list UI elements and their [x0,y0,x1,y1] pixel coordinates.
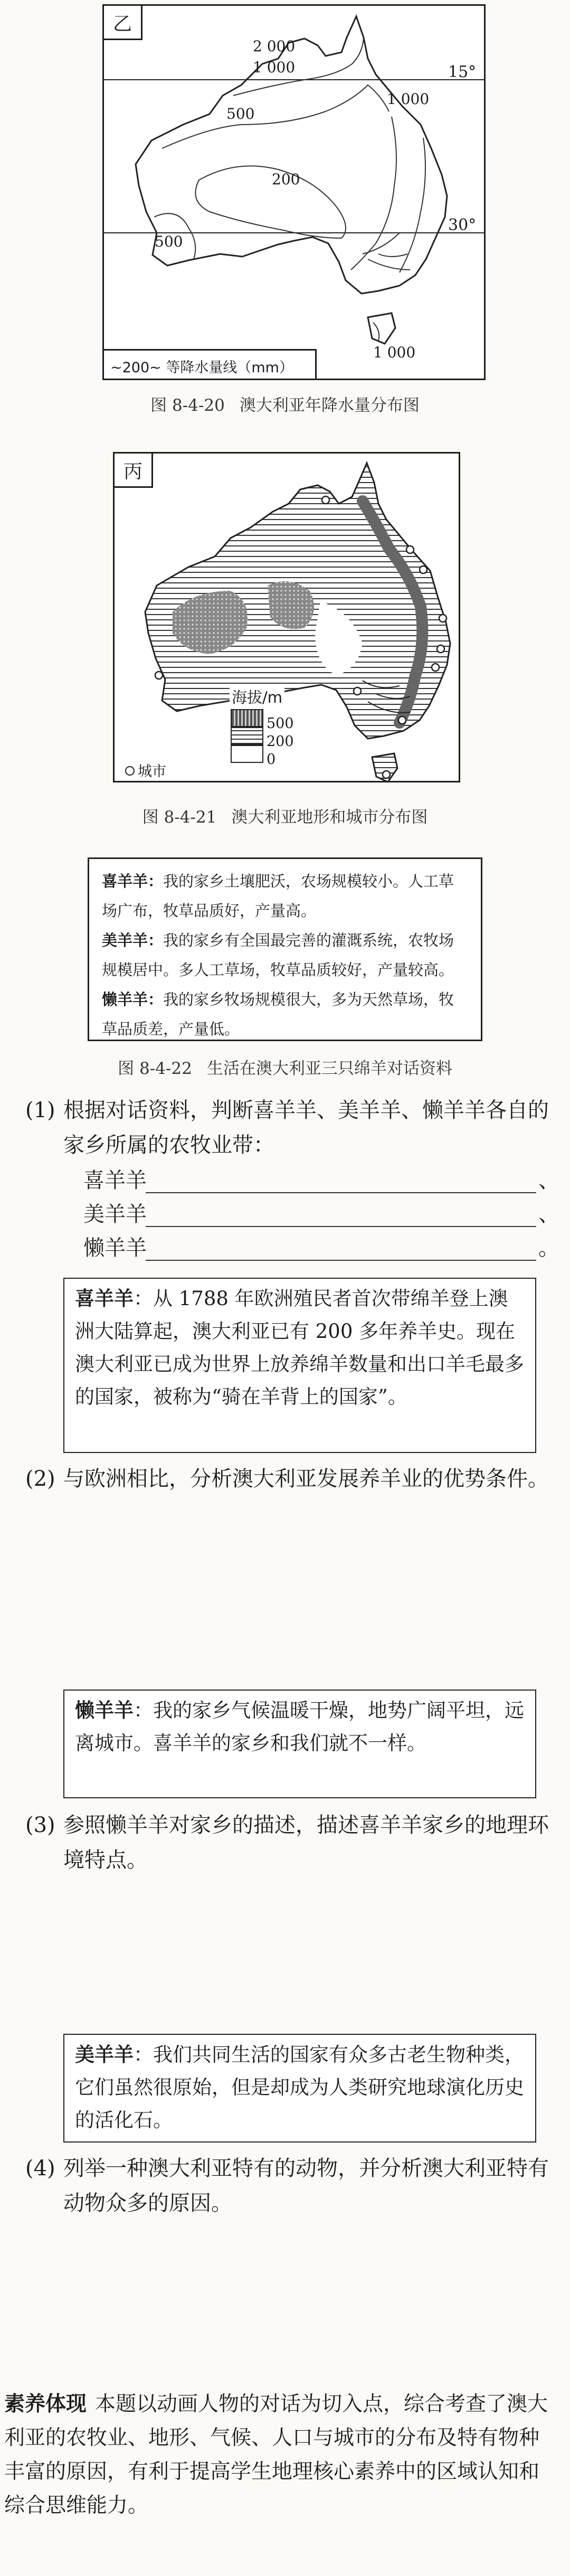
speaker-name: 懒羊羊： [102,990,164,1008]
note-box-2 [63,1690,536,1798]
answer-line-3 [83,1232,559,1264]
speaker-name: 喜羊羊： [102,872,164,890]
city-marker-melbourne [398,716,406,724]
answer-end-mark: 。 [538,1236,559,1260]
city-marker-adelaide [354,687,361,695]
city-marker-brisbane [439,615,446,622]
dialogue-text: 我的家乡牧场规模很大，多为天然草场，牧草品质差，产量低。 [102,990,454,1038]
tasmania-outline [368,313,395,344]
city-marker-darwin [322,496,329,504]
figure-tag: 乙 [104,6,142,40]
caption-text: 澳大利亚年降水量分布图 [239,396,420,415]
city-marker-sydney [432,664,439,671]
dialogue-mei [102,926,468,985]
answer-line-2 [83,1199,559,1230]
city-legend-icon [125,766,135,776]
legend-swatch-mid [231,727,263,745]
caption-number: 图 8-4-21 [142,808,217,827]
caption-number: 图 8-4-22 [118,1059,192,1078]
australia-coastline [136,16,447,294]
caption-number: 图 8-4-20 [150,396,225,415]
legend-label-0: 0 [267,751,276,768]
question-number: (1) [25,1098,55,1122]
dialogue-lan [102,985,468,1044]
note-speaker: 美羊羊 [75,2043,134,2066]
question-text: 列举一种澳大利亚特有的动物，并分析澳大利亚特有动物众多的原因。 [63,2156,549,2215]
dialogue-text: 我的家乡土壤肥沃，农场规模较小。人工草场广布，牧草品质好，产量高。 [102,872,454,920]
note-text: ：我的家乡气候温暖干燥，地势广阔平坦，远离城市。喜羊羊的家乡和我们就不一样。 [75,1699,524,1754]
city-marker-newcastle [437,645,444,653]
note-box-1 [63,1278,536,1453]
dialogue-xi [102,866,468,926]
answer-blank[interactable] [146,1260,536,1261]
answer-label: 喜羊羊 [83,1168,147,1193]
city-marker-perth [155,672,163,679]
murray-darling-river [363,233,410,270]
summary-text: 本题以动画人物的对话为切入点，综合考查了澳大利亚的农牧业、地形、气候、人口与城市的分布及特有物种丰富的原因，有利于提高学生地理核心素养中的区域认知和综合思维能力。 [4,2392,548,2517]
city-marker-hobart [383,771,390,778]
note-text: ：从 1788 年欧洲殖民者首次带绵羊登上澳洲大陆算起，澳大利亚已有 200 多年养羊史。现在澳大利亚已成为世界上放养绵羊数量和出口羊毛最多的国家，被称为“骑在羊背上的国家”。 [75,1287,524,1408]
question-number: (2) [25,1467,55,1491]
note-paragraph [75,1694,525,1760]
latitude-30-label: 30° [448,216,477,234]
isohyet-label-1000-south: 1 000 [373,344,416,361]
summary-paragraph [4,2388,554,2523]
answer-separator: 、 [538,1168,559,1193]
isohyet-label-2000: 2 000 [253,37,296,55]
answer-blank[interactable] [146,1226,536,1227]
isohyet-label-1000-top: 1 000 [253,59,296,76]
dialogue-text: 我的家乡有全国最完善的灌溉系统，农牧场规模居中。多人工草场，牧草品质较好，产量较高。 [102,931,454,979]
figure-caption-3 [0,1055,570,1079]
answer-label: 懒羊羊 [83,1236,147,1260]
city-marker-cairns [406,546,414,553]
note-paragraph [75,1282,525,1413]
note-box-3 [63,2034,536,2143]
isohyet-label-1000-ne: 1 000 [387,90,430,108]
elevation-legend [115,686,353,781]
note-paragraph [75,2038,525,2137]
elevation-legend-title: 海拔/m [230,686,284,707]
rainfall-map [102,4,486,380]
figure-tag: 丙 [115,454,153,488]
question-text: 与欧洲相比，分析澳大利亚发展养羊业的优势条件。 [63,1467,549,1491]
isohyet-500-north [162,85,389,148]
city-marker-townsville [420,566,427,573]
question-number: (4) [25,2156,55,2181]
isohyet-200 [195,166,346,238]
figure-caption-2 [0,804,570,827]
sheep-dialogue-box [88,857,482,1041]
isohyet-1000-east [400,138,425,272]
answer-separator: 、 [538,1202,559,1226]
caption-text: 澳大利亚地形和城市分布图 [231,808,428,827]
answer-line-1 [83,1165,559,1196]
city-legend-label: 城市 [138,763,166,780]
latitude-15-label: 15° [448,63,477,81]
note-text: ：我们共同生活的国家有众多古老生物种类，它们虽然很原始，但是却成为人类研究地球演化历史的活化石。 [75,2043,524,2131]
speaker-name: 美羊羊： [102,931,164,949]
legend-swatch-high [231,709,263,727]
legend-label-500: 500 [267,715,294,732]
isohyet-label-200: 200 [272,171,300,188]
figure-caption-1 [0,392,570,416]
isohyet-500-east [351,117,396,270]
isohyet-1000-tasmania [373,323,379,341]
terrain-city-map [113,452,460,782]
legend-swatch-low [231,745,263,763]
note-speaker: 懒羊羊 [75,1699,134,1722]
rainfall-legend-text: ~200~ 等降水量线（mm） [110,360,293,376]
answer-blank[interactable] [146,1192,536,1193]
isohyet-label-500-west: 500 [155,233,183,250]
caption-text: 生活在澳大利亚三只绵羊对话资料 [206,1059,452,1078]
rainfall-legend [104,349,317,380]
isohyet-label-500-north: 500 [226,105,255,122]
note-speaker: 喜羊羊 [75,1287,134,1310]
question-number: (3) [25,1813,55,1837]
summary-label: 素养体现 [4,2392,87,2416]
legend-label-200: 200 [267,733,294,750]
answer-label: 美羊羊 [83,1202,147,1226]
question-text: 参照懒羊羊对家乡的描述，描述喜羊羊家乡的地理环境特点。 [63,1813,549,1872]
question-text: 根据对话资料，判断喜羊羊、美羊羊、懒羊羊各自的家乡所属的农牧业带： [63,1098,549,1157]
